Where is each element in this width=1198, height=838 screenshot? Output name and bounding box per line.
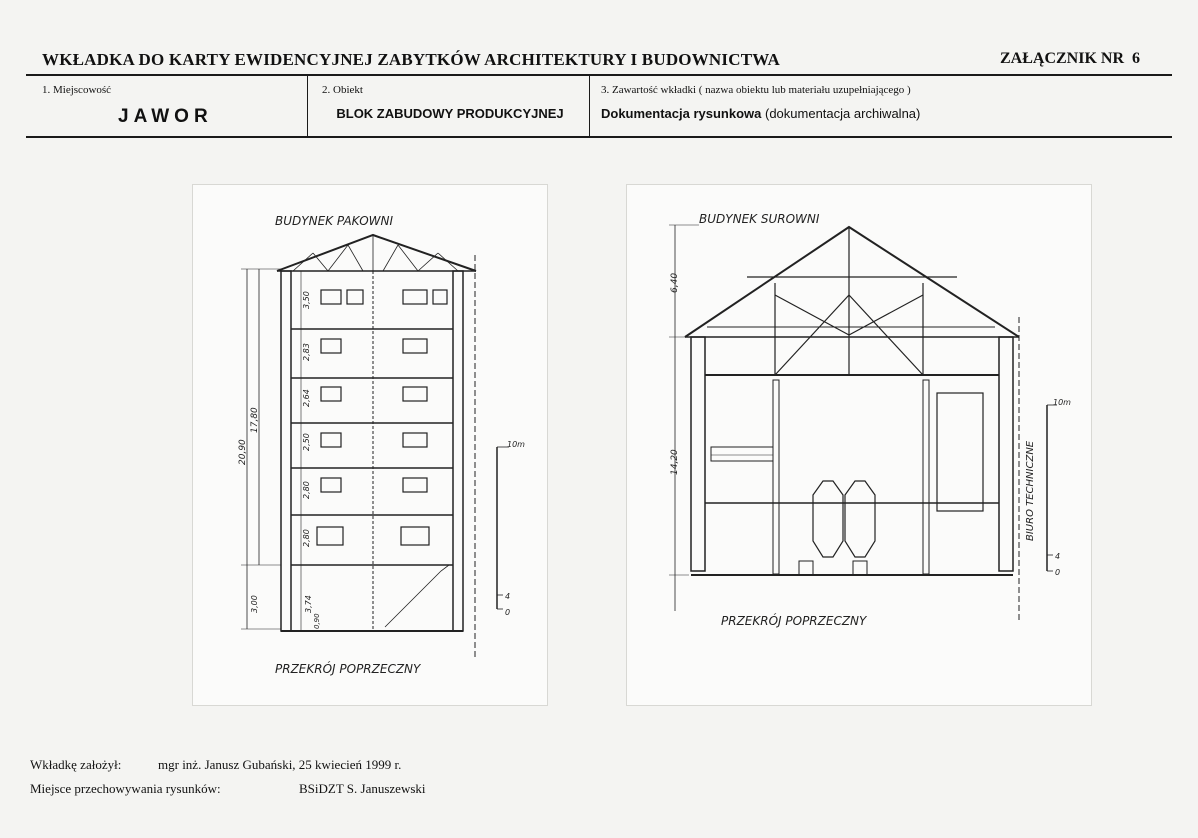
left-drawing-title: BUDYNEK PAKOWNI — [275, 214, 394, 228]
contents-value-bold: Dokumentacja rysunkowa — [601, 106, 762, 121]
field-divider-1 — [307, 76, 308, 137]
fields-bottom-rule — [26, 136, 1172, 138]
author-value: mgr inż. Janusz Gubański, 25 kwiecień 1999 r. — [158, 757, 402, 772]
dim-floor-3: 2,64 — [302, 389, 311, 407]
dim-floor-1: 3,50 — [302, 291, 311, 309]
dim-floor-2: 2,83 — [302, 343, 311, 361]
right-scale-zero: 0 — [1055, 568, 1061, 577]
field-divider-2 — [589, 76, 590, 137]
object-label: 2. Obiekt — [322, 84, 363, 96]
drawing-sheet-right — [626, 184, 1092, 706]
dim-total-right: 14,20 — [670, 449, 680, 475]
side-label: BIURO TECHNICZNE — [1025, 440, 1036, 541]
annex-value: 6 — [1132, 50, 1141, 67]
document-title: WKŁADKA DO KARTY EWIDENCYJNEJ ZABYTKÓW ARCHITEKTURY I BUDOWNICTWA — [42, 50, 781, 69]
contents-value — [601, 106, 920, 121]
locality-label: 1. Miejscowość — [42, 84, 112, 96]
locality-value: JAWOR — [118, 106, 213, 127]
right-drawing-title: BUDYNEK SUROWNI — [699, 212, 820, 226]
left-scale-top: 10m — [507, 440, 525, 449]
storage-label: Miejsce przechowywania rysunków: — [30, 781, 221, 796]
dim-ground-inner: 3,74 — [304, 595, 313, 613]
left-scale-mid: 4 — [505, 592, 511, 601]
contents-value-rest: (dokumentacja archiwalna) — [761, 106, 921, 121]
author-label: Wkładkę założył: — [30, 757, 122, 772]
annex-label: ZAŁĄCZNIK NR — [1000, 50, 1125, 67]
drawing-sheet-left — [192, 184, 548, 706]
right-scale-mid: 4 — [1055, 552, 1061, 561]
left-drawing-caption: PRZEKRÓJ POPRZECZNY — [275, 662, 421, 676]
dim-floor-4: 2,50 — [302, 433, 311, 451]
dim-ground: 3,00 — [250, 595, 259, 613]
annex-number — [1000, 50, 1140, 68]
section-drawing-pakownia — [193, 185, 547, 705]
dim-floor-6: 2,80 — [302, 529, 311, 547]
dim-floor-5: 2,80 — [302, 481, 311, 499]
storage-value: BSiDZT S. Januszewski — [299, 781, 426, 796]
header-rule — [26, 74, 1172, 76]
dim-small: 0,90 — [313, 613, 321, 629]
dim-total-2: 17,80 — [250, 407, 260, 433]
dim-total-1: 20,90 — [238, 439, 248, 465]
dim-roof: 6,40 — [670, 272, 680, 293]
left-scale-zero: 0 — [505, 608, 511, 617]
object-value: BLOK ZABUDOWY PRODUKCYJNEJ — [336, 106, 564, 121]
contents-label: 3. Zawartość wkładki ( nazwa obiektu lub materiału uzupełniającego ) — [601, 84, 911, 96]
section-drawing-surownia — [627, 185, 1091, 705]
right-scale-top: 10m — [1053, 398, 1071, 407]
right-drawing-caption: PRZEKRÓJ POPRZECZNY — [721, 614, 867, 628]
